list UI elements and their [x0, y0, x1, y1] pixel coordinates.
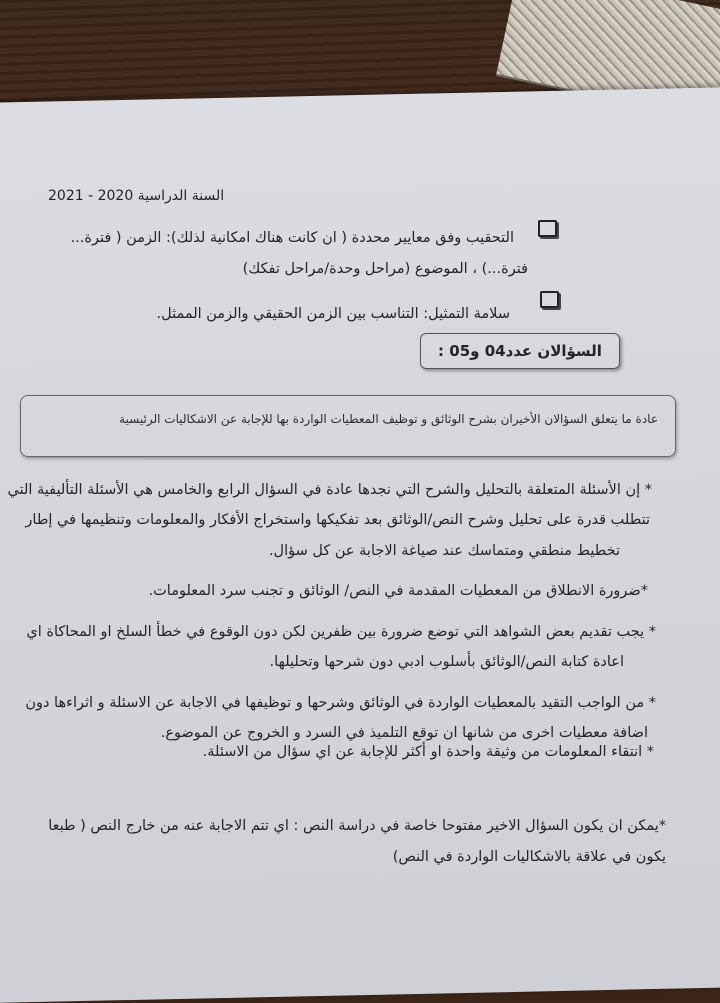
paragraph-4-line-2: اضافة معطيات اخرى من شانها ان توقع التلميذ في السرد و الخروج عن الموضوع. — [160, 725, 648, 741]
paragraph-1-line-1: * إن الأسئلة المتعلقة بالتحليل والشرح التي نجدها عادة في السؤال الرابع والخامس هي الأسئلة التأليفية التي — [7, 482, 652, 498]
paragraph-6-line-1: *يمكن ان يكون السؤال الاخير مفتوحا خاصة في دراسة النص : اي تتم الاجابة عنه من خارج النص ( طبعا — [48, 818, 666, 834]
paragraph-1-line-3: تخطيط منطقي ومتماسك عند صياغة الاجابة عن كل سؤال. — [268, 543, 620, 559]
paragraph-1-line-2: تتطلب قدرة على تحليل وشرح النص/الوثائق بعد تفكيكها واستخراج الأفكار والمعلومات وتنظيمها في إطار — [25, 512, 650, 528]
note-line: عادة ما يتعلق السؤالان الأخيران بشرح الوثائق و توظيف المعطيات الواردة بها للإجابة عن الاشكاليات الرئيسية — [119, 412, 658, 426]
note-box — [20, 395, 676, 457]
paragraph-3-line-2: اعادة كتابة النص/الوثائق بأسلوب ادبي دون شرحها وتحليلها. — [269, 654, 624, 670]
criterion-1-line-2: فترة...) ، الموضوع (مراحل وحدة/مراحل تفكك) — [242, 261, 528, 277]
paragraph-5-line-1: * انتقاء المعلومات من وثيقة واحدة او أكثر للإجابة عن اي سؤال من الاسئلة. — [202, 744, 654, 760]
questions-label-box: السؤالان عدد04 و05 : — [420, 333, 620, 369]
criterion-2-line-1: سلامة التمثيل: التناسب بين الزمن الحقيقي والزمن الممثل. — [156, 306, 510, 322]
school-year: السنة الدراسية 2020 - 2021 — [48, 188, 225, 204]
paragraph-2-line-1: *ضرورة الانطلاق من المعطيات المقدمة في النص/ الوثائق و تجنب سرد المعلومات. — [148, 583, 648, 599]
paragraph-4-line-1: * من الواجب التقيد بالمعطيات الواردة في الوثائق وشرحها و توظيفها في الاجابة عن الاسئلة و اثراءها دون — [25, 695, 656, 711]
checkbox-icon — [538, 220, 557, 237]
paragraph-6-line-2: يكون في علاقة بالاشكاليات الواردة في النص) — [392, 849, 666, 865]
checkbox-icon — [540, 291, 559, 308]
criterion-1-line-1: التحقيب وفق معايير محددة ( ان كانت هناك امكانية لذلك): الزمن ( فترة... — [70, 230, 514, 246]
paragraph-3-line-1: * يجب تقديم بعض الشواهد التي توضع ضرورة بين ظفرين لكن دون الوقوع في خطأ السلخ او المحاكاة اي — [26, 624, 656, 640]
